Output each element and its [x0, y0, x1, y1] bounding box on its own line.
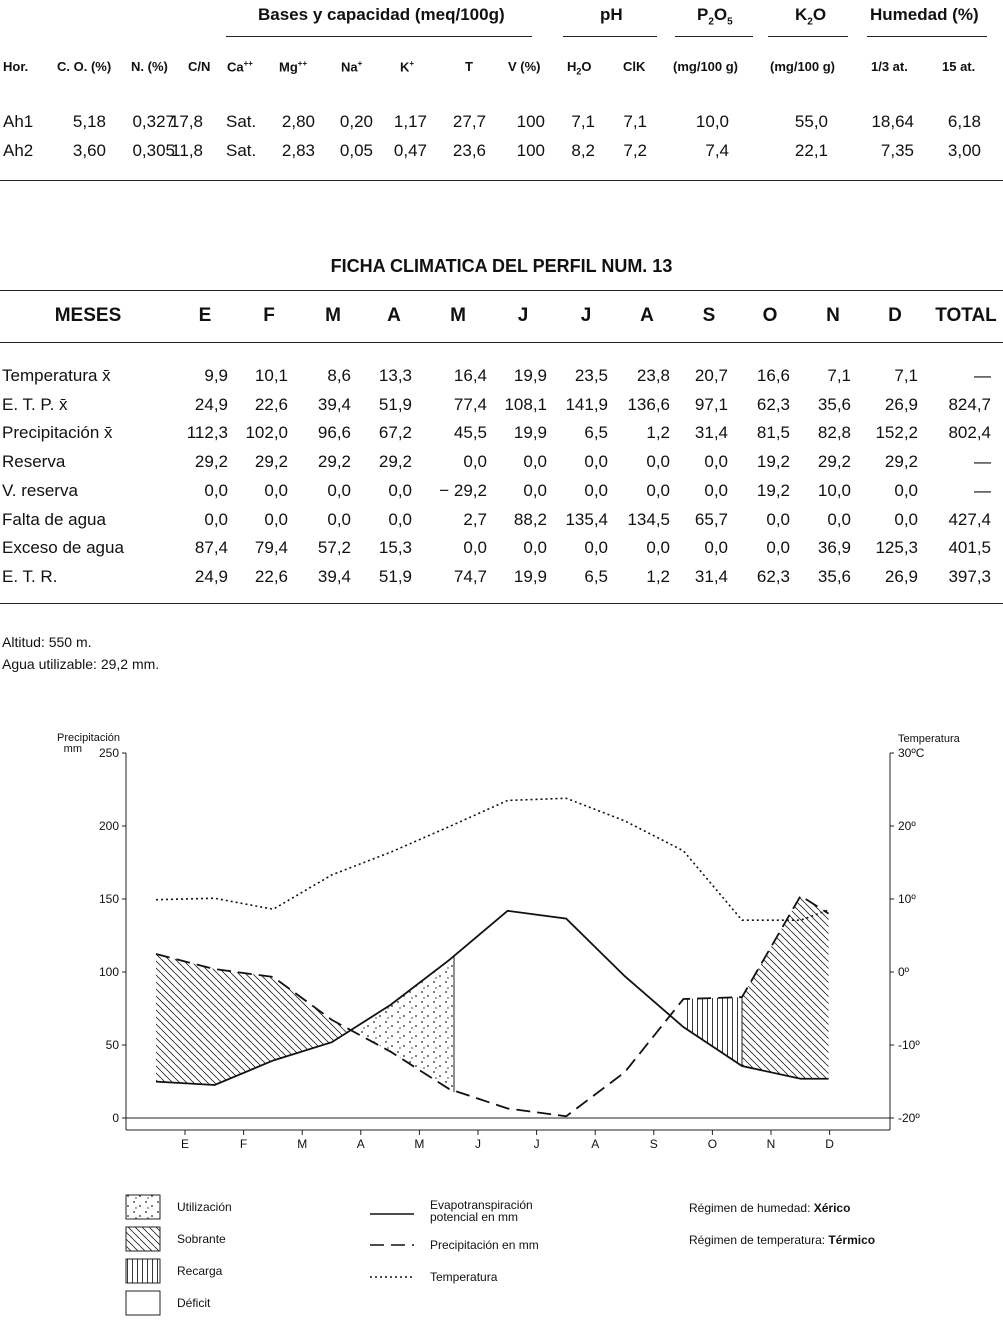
utilizacion-area — [351, 956, 454, 1092]
climate-cell: 20,7 — [694, 366, 728, 385]
soil-table-cell: 7,2 — [623, 141, 647, 160]
p2o5-underline — [675, 36, 753, 37]
climate-cell: 136,6 — [627, 394, 670, 414]
climate-cell: 29,2 — [817, 452, 851, 472]
legend-swatch-vertical — [126, 1259, 160, 1283]
climate-cell: 397,3 — [948, 566, 991, 586]
climate-cell: − 29,2 — [439, 480, 487, 500]
climate-cell: 96,6 — [317, 423, 351, 443]
month-label: F — [239, 1137, 248, 1151]
climate-row-label: Exceso de agua — [2, 538, 124, 558]
climate-cell: 29,2 — [194, 452, 228, 472]
chart-lines — [156, 798, 829, 1116]
left-tick-label: 0 — [112, 1111, 119, 1125]
chart-areas — [156, 896, 829, 1092]
climate-cell: 15,3 — [378, 538, 412, 558]
climate-row-label: Precipitación x̄ — [2, 423, 113, 443]
climate-cell: 112,3 — [186, 423, 228, 443]
climate-cell: 36,9 — [817, 538, 851, 558]
col-hor: Hor. — [3, 59, 29, 74]
ph-group-header: pH — [600, 5, 623, 24]
climate-cell: 6,5 — [584, 566, 608, 586]
climate-cell: 0,0 — [646, 452, 670, 472]
climate-cell: 0,0 — [463, 538, 487, 558]
left-axis-unit: mm — [63, 743, 82, 755]
climate-cell: 13,3 — [378, 366, 412, 385]
climate-header-cell: A — [387, 305, 401, 326]
climate-cell: 1,2 — [646, 423, 670, 443]
climate-cell: 135,4 — [565, 509, 608, 529]
col-clk: ClK — [623, 59, 646, 74]
soil-table-cell: 23,6 — [452, 141, 486, 160]
climate-cell: 802,4 — [948, 423, 991, 443]
climate-cell: 0,0 — [463, 452, 487, 472]
right-tick-label: 10º — [898, 892, 916, 906]
climate-cell: 88,2 — [513, 509, 547, 529]
climate-header-cell: A — [640, 305, 654, 326]
climate-cell: 824,7 — [948, 394, 991, 414]
climate-cell: 108,1 — [504, 394, 547, 414]
legend-label: Utilización — [177, 1200, 232, 1214]
recarga-area — [683, 997, 742, 1066]
humidity-regime — [689, 1201, 850, 1215]
left-tick-label: 250 — [98, 746, 119, 760]
climate-header-cell: TOTAL — [935, 305, 997, 326]
climate-cell: 22,6 — [254, 394, 288, 414]
climate-cell: — — [974, 366, 991, 385]
soil-table-cell: 0,05 — [339, 141, 373, 160]
p2o5-group-header: $P_2O_5$ — [697, 5, 733, 28]
climate-cell: 24,9 — [194, 566, 228, 586]
climate-cell: 19,2 — [756, 480, 790, 500]
legend-swatch-diagonal — [126, 1227, 160, 1251]
climate-row-label: E. T. P. x̄ — [2, 394, 68, 414]
climate-cell: 16,4 — [453, 366, 487, 385]
temperature-regime-label: Régimen de temperatura: — [689, 1233, 829, 1247]
legend-swatch-blank — [126, 1291, 160, 1315]
soil-table-cell: 1,17 — [393, 112, 427, 131]
month-label: M — [297, 1137, 308, 1151]
bases-underline — [226, 36, 532, 37]
climate-cell: 87,4 — [194, 538, 228, 558]
climate-cell: 0,0 — [584, 480, 608, 500]
climate-cell: 35,6 — [817, 566, 851, 586]
climate-cell: 0,0 — [264, 509, 288, 529]
col-h2o: $H_2O$ — [567, 59, 592, 77]
soil-table-cell: 10,0 — [695, 112, 729, 131]
climate-cell: 0,0 — [327, 480, 351, 500]
soil-horizon-label: Ah2 — [3, 141, 34, 160]
climate-header-rule — [0, 342, 1003, 343]
soil-table-cell: 2,80 — [281, 112, 315, 131]
climate-cell: 65,7 — [694, 509, 728, 529]
climate-cell: 1,2 — [646, 566, 670, 586]
sobrante-area-left — [156, 954, 351, 1085]
climate-cell: 81,5 — [756, 423, 790, 443]
col-15at: 15 at. — [942, 59, 976, 74]
month-label: J — [475, 1137, 481, 1151]
climate-cell: 51,9 — [378, 566, 412, 586]
climate-cell: 23,8 — [636, 366, 670, 385]
col-k: K+ — [400, 59, 415, 75]
left-tick-label: 100 — [98, 965, 119, 979]
soil-table-cell: Sat. — [226, 112, 257, 131]
climate-header-months: MESES — [54, 305, 122, 326]
temperature-line — [156, 798, 829, 920]
climate-cell: 67,2 — [378, 423, 412, 443]
climate-cell: 39,4 — [317, 394, 351, 414]
soil-table-cell: 2,83 — [281, 141, 315, 160]
climate-header-cell: J — [517, 305, 529, 326]
climate-chart — [0, 700, 1003, 1340]
climate-cell: 79,4 — [254, 538, 288, 558]
k2o-underline — [768, 36, 848, 37]
climate-cell: 125,3 — [875, 538, 918, 558]
soil-table-cell: 27,7 — [452, 112, 486, 131]
climate-cell: 0,0 — [584, 538, 608, 558]
month-label: A — [591, 1137, 600, 1151]
soil-table-cell: 7,35 — [880, 141, 914, 160]
climate-cell: 97,1 — [694, 394, 728, 414]
climate-title: FICHA CLIMATICA DEL PERFIL NUM. 13 — [330, 256, 673, 276]
soil-table-cell: 0,327 — [132, 112, 175, 131]
climate-row-label: V. reserva — [2, 480, 78, 500]
climate-cell: 57,2 — [317, 538, 351, 558]
k2o-group-header: $K_2O$ — [795, 5, 827, 28]
climate-cell: 19,9 — [513, 566, 547, 586]
chart-legend — [126, 1195, 875, 1315]
climate-header-cell: M — [450, 305, 466, 326]
left-axis-title: Precipitación — [57, 732, 120, 744]
climate-header-cell: D — [888, 305, 902, 326]
climate-cell: 0,0 — [327, 509, 351, 529]
month-label: J — [533, 1137, 540, 1151]
climate-cell: 82,8 — [817, 423, 851, 443]
climate-cell: 77,4 — [453, 394, 487, 414]
climate-row-label: Reserva — [2, 452, 66, 472]
col-na: Na+ — [341, 59, 363, 75]
climate-cell: 31,4 — [694, 423, 728, 443]
climate-cell: 0,0 — [523, 480, 547, 500]
climate-cell: 10,1 — [254, 366, 288, 385]
humedad-underline — [867, 36, 987, 37]
temperature-regime-value: Térmico — [828, 1233, 876, 1247]
climate-cell: 0,0 — [523, 538, 547, 558]
climate-cell: 0,0 — [766, 538, 790, 558]
climate-cell: 152,2 — [875, 423, 918, 443]
col-mg: Mg++ — [279, 59, 308, 75]
legend-line-label: Evapotranspiración — [430, 1198, 533, 1212]
climate-cell: 22,6 — [254, 566, 288, 586]
legend-label: Recarga — [177, 1264, 223, 1278]
climate-cell: 31,4 — [694, 566, 728, 586]
col-n: N. (%) — [131, 59, 168, 74]
climate-cell: 102,0 — [245, 423, 288, 443]
soil-table-cell: 100 — [516, 141, 545, 160]
left-tick-label: 150 — [98, 892, 119, 906]
climate-cell: 74,7 — [453, 566, 487, 586]
right-tick-label: -20º — [898, 1111, 920, 1125]
climate-header-cell: M — [325, 305, 341, 326]
soil-table-cell: 7,1 — [571, 112, 595, 131]
soil-table-cell: 3,60 — [72, 141, 106, 160]
climate-row-label: Falta de agua — [2, 509, 106, 529]
soil-table-cell: 0,20 — [339, 112, 373, 131]
climate-cell: 51,9 — [378, 394, 412, 414]
climate-cell: 62,3 — [756, 566, 790, 586]
climate-cell: 39,4 — [317, 566, 351, 586]
right-tick-label: 0º — [898, 965, 910, 979]
month-label: A — [356, 1137, 365, 1151]
climate-cell: 0,0 — [704, 480, 728, 500]
climate-cell: 29,2 — [254, 452, 288, 472]
climate-cell: 23,5 — [574, 366, 608, 385]
soil-table-cell: 7,1 — [623, 112, 647, 131]
col-v: V (%) — [508, 59, 541, 74]
climate-row-label: E. T. R. — [2, 566, 58, 586]
soil-table-cell: 6,18 — [947, 112, 981, 131]
soil-table-cell: 11,8 — [171, 141, 203, 160]
climate-cell: 45,5 — [453, 423, 487, 443]
climate-top-rule — [0, 290, 1003, 291]
climate-cell: 0,0 — [704, 538, 728, 558]
soil-table-cell: 0,47 — [393, 141, 427, 160]
soil-table-cell: 3,00 — [947, 141, 981, 160]
humedad-group-header: Humedad (%) — [870, 5, 979, 24]
soil-horizon-label: Ah1 — [3, 112, 34, 131]
climate-cell: 8,6 — [327, 366, 351, 385]
climate-bottom-rule — [0, 603, 1003, 604]
col-cn: C/N — [188, 59, 211, 74]
soil-table-cell: 8,2 — [571, 141, 595, 160]
climate-cell: 62,3 — [756, 394, 790, 414]
climate-cell: 35,6 — [817, 394, 851, 414]
climate-cell: 0,0 — [827, 509, 851, 529]
humidity-regime-label: Régimen de humedad: — [689, 1201, 814, 1215]
climate-header-cell: F — [263, 305, 275, 326]
right-tick-label: 30ºC — [898, 746, 925, 760]
climate-header-cell: J — [580, 305, 592, 326]
climate-cell: 0,0 — [894, 509, 918, 529]
col-co: C. O. (%) — [57, 59, 112, 74]
right-tick-label: 20º — [898, 819, 916, 833]
climate-cell: — — [974, 452, 991, 472]
soil-table-cell: 5,18 — [72, 112, 106, 131]
climate-cell: 0,0 — [388, 509, 412, 529]
climate-cell: 0,0 — [264, 480, 288, 500]
soil-table-cell: 0,305 — [132, 141, 175, 160]
climate-header-cell: N — [826, 305, 840, 326]
climate-cell: 427,4 — [948, 509, 991, 529]
climate-header-cell: O — [762, 305, 778, 326]
climate-cell: 29,2 — [317, 452, 351, 472]
climate-cell: 0,0 — [204, 480, 228, 500]
legend-line-label: Temperatura — [430, 1270, 498, 1284]
temperature-regime — [689, 1233, 875, 1247]
left-tick-label: 200 — [98, 819, 119, 833]
climate-row-label: Temperatura x̄ — [2, 366, 111, 385]
climate-header-cell: S — [702, 305, 716, 326]
climate-cell: 401,5 — [948, 538, 991, 558]
bases-group-header: Bases y capacidad (meq/100g) — [258, 5, 505, 24]
climate-cell: 0,0 — [204, 509, 228, 529]
climate-cell: 29,2 — [884, 452, 918, 472]
climate-cell: 9,9 — [204, 366, 228, 385]
legend-label: Sobrante — [177, 1232, 226, 1246]
month-label: M — [414, 1137, 425, 1151]
climate-cell: 0,0 — [646, 538, 670, 558]
legend-label: Déficit — [177, 1296, 211, 1310]
right-tick-label: -10º — [898, 1038, 920, 1052]
right-axis-title: Temperatura — [898, 733, 960, 745]
humidity-regime-value: Xérico — [813, 1201, 851, 1215]
climate-cell: 7,1 — [827, 366, 851, 385]
soil-table-cell: 100 — [516, 112, 545, 131]
climate-cell: 2,7 — [463, 509, 487, 529]
month-label: D — [825, 1137, 834, 1151]
month-label: E — [180, 1137, 190, 1151]
climate-cell: — — [974, 480, 991, 500]
climate-cell: 0,0 — [766, 509, 790, 529]
climate-cell: 134,5 — [627, 509, 670, 529]
soil-table-cell: 55,0 — [794, 112, 828, 131]
col-t: T — [465, 59, 473, 74]
month-label: N — [766, 1137, 776, 1151]
climate-cell: 10,0 — [817, 480, 851, 500]
soil-table-cell: 18,64 — [871, 112, 914, 131]
climate-cell: 0,0 — [704, 452, 728, 472]
water-note: Agua utilizable: 29,2 mm. — [2, 656, 160, 672]
col-k2o-unit: (mg/100 g) — [770, 59, 836, 74]
month-label: S — [649, 1137, 658, 1151]
soil-table-cell: 17,8 — [169, 112, 203, 131]
soil-table-cell: 7,4 — [705, 141, 729, 160]
soil-table-cell: 22,1 — [794, 141, 828, 160]
climate-cell: 24,9 — [194, 394, 228, 414]
climate-cell: 0,0 — [584, 452, 608, 472]
col-13at: 1/3 at. — [871, 59, 908, 74]
climate-cell: 19,2 — [756, 452, 790, 472]
legend-swatch-dots — [126, 1195, 160, 1219]
climate-cell: 7,1 — [894, 366, 918, 385]
climate-cell: 0,0 — [894, 480, 918, 500]
left-tick-label: 50 — [105, 1038, 119, 1052]
legend-line-label-2: potencial en mm — [430, 1210, 519, 1224]
climate-cell: 26,9 — [884, 394, 918, 414]
soil-table-bottom-rule — [0, 180, 1003, 181]
ph-underline — [563, 36, 657, 37]
climate-cell: 26,9 — [884, 566, 918, 586]
soil-table-cell: Sat. — [226, 141, 257, 160]
altitude-note: Altitud: 550 m. — [2, 634, 92, 650]
climate-cell: 19,9 — [513, 423, 547, 443]
col-p2o5-unit: (mg/100 g) — [673, 59, 739, 74]
climate-cell: 16,6 — [756, 366, 790, 385]
month-label: O — [707, 1137, 718, 1151]
climate-cell: 0,0 — [523, 452, 547, 472]
climate-cell: 19,9 — [513, 366, 547, 385]
climate-header-cell: E — [198, 305, 212, 326]
climate-cell: 6,5 — [584, 423, 608, 443]
climate-cell: 141,9 — [565, 394, 608, 414]
col-ca: Ca++ — [227, 59, 253, 75]
legend-line-label: Precipitación en mm — [430, 1238, 539, 1252]
climate-cell: 29,2 — [378, 452, 412, 472]
climate-cell: 0,0 — [646, 480, 670, 500]
climate-cell: 0,0 — [388, 480, 412, 500]
